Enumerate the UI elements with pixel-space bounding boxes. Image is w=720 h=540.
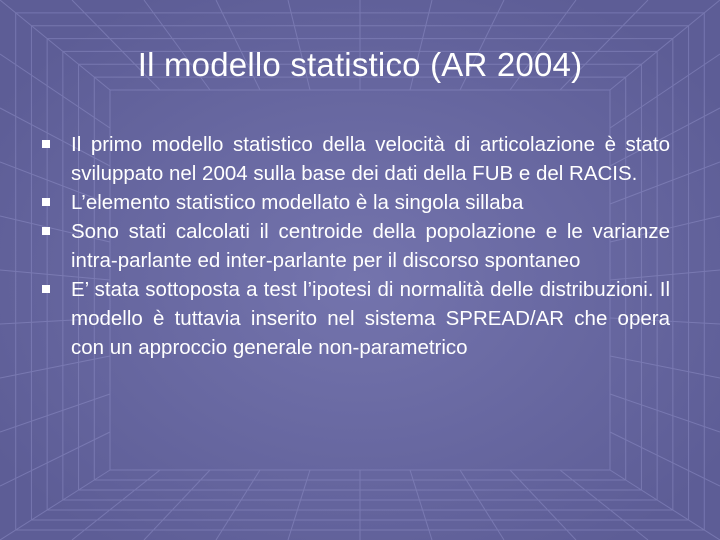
square-bullet-icon	[42, 227, 50, 235]
bullet-text: Sono stati calcolati il centroide della popolazione e le varianze intra-parlante ed inter-parlante per il discorso spontaneo	[71, 220, 670, 272]
bullet-text: Il primo modello statistico della velocità di articolazione è stato sviluppato nel 2004 sulla base dei dati della FUB e del RACIS.	[71, 133, 670, 185]
bullet-text: E’ stata sottoposta a test l’ipotesi di normalità delle distribuzioni. Il modello è tuttavia inserito nel sistema SPREAD/AR che opera con un approccio generale non-parametrico	[71, 278, 670, 359]
bullet-text: L’elemento statistico modellato è la singola sillaba	[71, 191, 524, 214]
bullet-item	[42, 130, 670, 188]
bullet-item	[42, 275, 670, 362]
square-bullet-icon	[42, 140, 50, 148]
square-bullet-icon	[42, 198, 50, 206]
bullet-list	[42, 130, 670, 362]
bullet-item	[42, 217, 670, 275]
square-bullet-icon	[42, 285, 50, 293]
slide-title: Il modello statistico (AR 2004)	[137, 46, 583, 83]
bullet-item	[42, 188, 670, 217]
